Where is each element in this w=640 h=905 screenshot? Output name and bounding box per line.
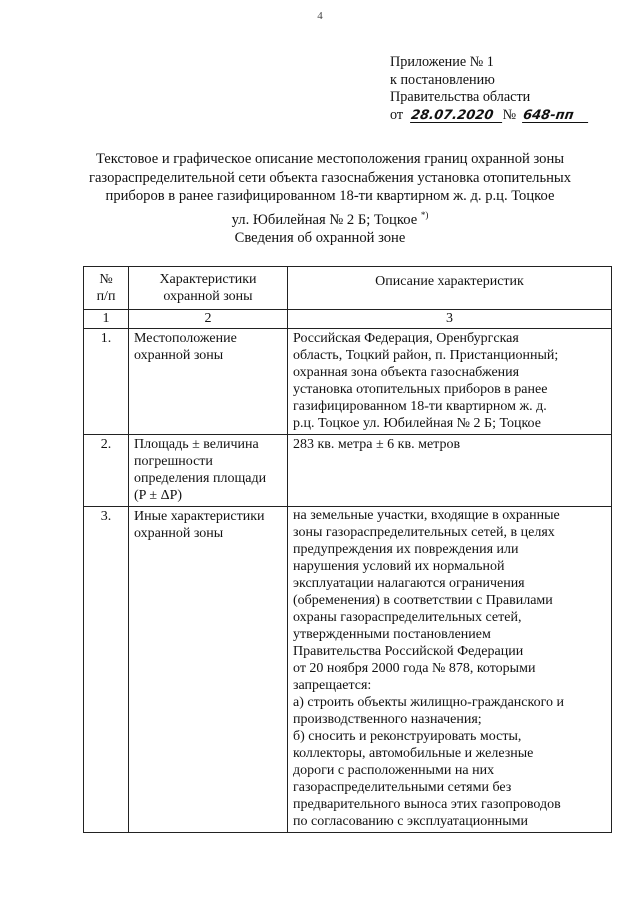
appendix-header xyxy=(390,54,620,124)
cell-line: охранная зона объекта газоснабжения xyxy=(293,365,520,380)
from-label: от xyxy=(390,106,404,123)
cell-line: определения площади xyxy=(134,471,267,486)
protection-zone-table xyxy=(83,266,612,833)
header-number-line-2: п/п xyxy=(96,289,116,304)
page-number: 4 xyxy=(317,10,323,22)
title-line-4-text: ул. Юбилейная № 2 Б; Тоцкое xyxy=(231,211,418,228)
row-number: 2. xyxy=(84,435,129,507)
row-characteristic xyxy=(129,329,288,435)
cell-line: предварительного выноса этих газопроводов xyxy=(293,797,561,812)
index-cell: 1 xyxy=(84,310,129,329)
title-line-3: приборов в ранее газифицированном 18-ти квартирном ж. д. р.ц. Тоцкое xyxy=(105,188,555,205)
cell-line: область, Тоцкий район, п. Пристанционный; xyxy=(293,348,559,363)
appendix-line-1: Приложение № 1 xyxy=(390,54,494,70)
cell-line: газораспределительными сетями без xyxy=(293,780,512,795)
cell-line: б) сносить и реконструировать мосты, xyxy=(293,729,522,744)
cell-line: Правительства Российской Федерации xyxy=(293,644,524,659)
number-sign: № xyxy=(502,106,517,123)
cell-line: охранной зоны xyxy=(134,348,224,363)
cell-line: на земельные участки, входящие в охранные xyxy=(293,508,560,523)
index-cell: 2 xyxy=(129,310,288,329)
title-line-2: газораспределительной сети объекта газоснабжения установка отопительных xyxy=(88,169,572,186)
header-characteristic-line-2: охранной зоны xyxy=(163,289,253,304)
cell-line: погрешности xyxy=(134,454,213,469)
cell-line: охранной зоны xyxy=(134,526,224,541)
appendix-line-3: Правительства области xyxy=(390,89,531,105)
cell-line: газифицированном 18-ти квартирном ж. д. xyxy=(293,399,547,414)
handwritten-number: 648-пп xyxy=(522,109,590,123)
header-number-line-1: № xyxy=(99,272,113,287)
cell-line: нарушения условий их нормальной xyxy=(293,559,505,574)
appendix-date-line xyxy=(390,107,620,125)
header-characteristic-line-1: Характеристики xyxy=(159,272,257,287)
cell-line: коллекторы, автомобильные и железные xyxy=(293,746,534,761)
cell-line: установка отопительных приборов в ранее xyxy=(293,382,548,397)
cell-line: 283 кв. метра ± 6 кв. метров xyxy=(293,437,461,452)
cell-line: от 20 ноября 2000 года № 878, которыми xyxy=(293,661,536,676)
document-title xyxy=(60,150,600,229)
table-index-row xyxy=(84,310,612,329)
cell-line: эксплуатации налагаются ограничения xyxy=(293,576,525,591)
cell-line: запрещается: xyxy=(293,678,372,693)
table-row xyxy=(84,435,612,507)
cell-line: Площадь ± величина xyxy=(134,437,259,452)
cell-line: (P ± ΔP) xyxy=(134,488,183,503)
handwritten-date: 28.07.2020 xyxy=(410,109,504,123)
row-description xyxy=(288,329,612,435)
header-description: Описание характеристик xyxy=(288,267,612,310)
table-row xyxy=(84,329,612,435)
cell-line: р.ц. Тоцкое ул. Юбилейная № 2 Б; Тоцкое xyxy=(293,416,541,431)
row-description xyxy=(288,435,612,507)
cell-line: Местоположение xyxy=(134,331,237,346)
cell-line: Российская Федерация, Оренбургская xyxy=(293,331,519,346)
row-characteristic xyxy=(129,507,288,833)
footnote-mark: *) xyxy=(420,209,429,220)
section-title: Сведения об охранной зоне xyxy=(234,230,406,246)
cell-line: охраны газораспределительных сетей, xyxy=(293,610,522,625)
cell-line: предупреждения их повреждения или xyxy=(293,542,519,557)
title-line-1: Текстовое и графическое описание местоположения границ охранной зоны xyxy=(95,151,565,167)
index-cell: 3 xyxy=(288,310,612,329)
cell-line: а) строить объекты жилищно-гражданского и xyxy=(293,695,564,710)
header-number xyxy=(84,267,129,310)
row-characteristic xyxy=(129,435,288,507)
table-row xyxy=(84,507,612,833)
header-characteristic xyxy=(129,267,288,310)
cell-line: дороги с расположенными на них xyxy=(293,763,495,778)
cell-line: производственного назначения; xyxy=(293,712,482,727)
appendix-line-2: к постановлению xyxy=(390,71,495,88)
row-number: 3. xyxy=(84,507,129,833)
cell-line: (обременения) в соответствии с Правилами xyxy=(293,593,553,608)
row-description xyxy=(288,507,612,833)
cell-line: утвержденными постановлением xyxy=(293,627,491,642)
cell-line: по согласованию с эксплуатационными xyxy=(293,814,528,829)
title-line-4 xyxy=(60,206,600,230)
cell-line: зоны газораспределительных сетей, в целях xyxy=(293,525,555,540)
table-header-row xyxy=(84,267,612,310)
row-number: 1. xyxy=(84,329,129,435)
cell-line: Иные характеристики xyxy=(134,509,265,524)
